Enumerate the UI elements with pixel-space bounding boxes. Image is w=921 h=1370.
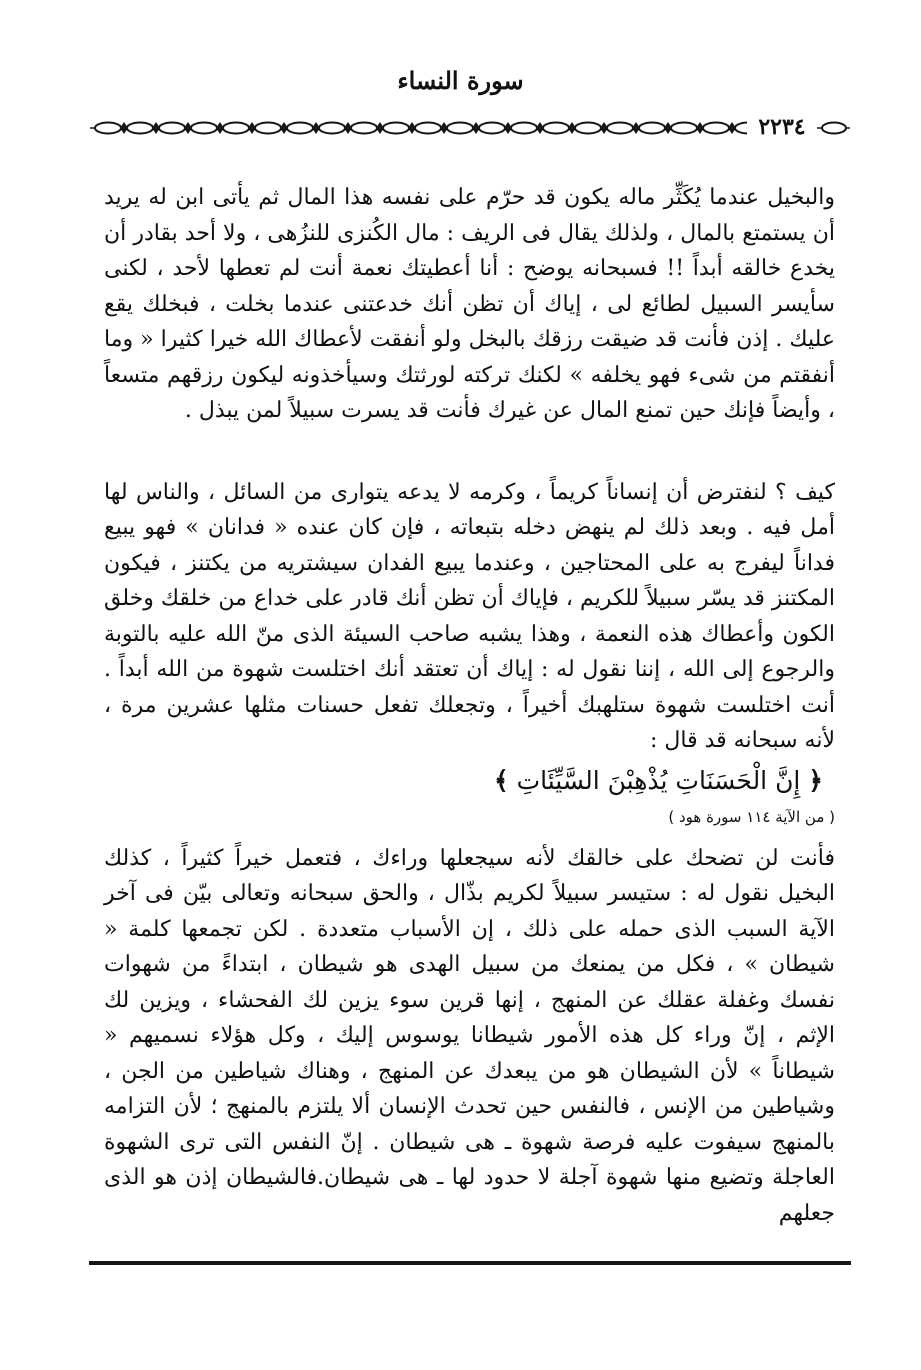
header-oval-ornament [575, 123, 601, 134]
header-oval-ornament [703, 123, 729, 134]
header-oval-ornament [287, 123, 313, 134]
header-oval-ornament [415, 123, 441, 134]
paragraph-3: فأنت لن تضحك على خالقك لأنه سيجعلها وراءك ، فتعمل خيراً كثيراً ، كذلك البخيل نقول له : ستيسر سبيلاً لكريم بذّال ، والحق سبحانه وتعالى بيّن فى آخر الآية السبب الذى حمله على ذلك ، إن الأسباب متعددة . لكن تجمعها كلمة « شيطان » ، فكل من يمنعك من سبيل الهدى هو شيطان ، ابتداءً من شهوات نفسك وغفلة عقلك عن المنهج ، إنها قرين سوء يزين لك الفحشاء ، ويزين لك الإثم ، إنّ وراء كل هذه الأمور شيطانا يوسوس إليك ، وكل هؤلاء نسميهم « شيطاناً » لأن الشيطان هو من يبعدك عن المنهج ، وهناك شياطين من الجن ، وشياطين من الإنس ، فالنفس حين تحدث الإنسان ألا يلتزم بالمنهج ؛ لأن التزامه بالمنهج سيفوت عليه فرصة شهوة ـ هى شيطان . إنّ النفس التى ترى الشهوة العاجلة وتضيع منها شهوة آجلة لا حدود لها ـ هى شيطان.فالشيطان إذن هو الذى جعلهم [104, 845, 835, 1226]
header-oval-ornament [447, 123, 473, 134]
decorative-header-band [90, 112, 850, 144]
bottom-rule [89, 1261, 851, 1265]
main-text [104, 180, 835, 1231]
paragraph-2: كيف ؟ لنفترض أن إنساناً كريماً ، وكرمه لا يدعه يتوارى من السائل ، والناس لها أمل فيه . وبعد ذلك لم ينهض دخله بتبعاته ، فإن كان عنده « فدانان » فهو يبيع فداناً ليفرج به على المحتاجين ، وعندما يبيع الفدان سيشتريه من يكتنز ، فيكون المكتنز قد يسّر سبيلاً للكريم ، فإياك أن تظن أنك قادر على خداع من خلقك وخلق الكون وأعطاك هذه النعمة ، وهذا يشبه صاحب السيئة الذى منّ الله عليه بالتوبة والرجوع إلى الله ، إننا نقول له : إياك أن تعتقد أنك اختلست شهوة من الله أبداً . أنت اختلست شهوة ستلهبك أخيراً ، وتجعلك تفعل حسنات مثلها عشرين مرة ، لأنه سبحانه قد قال : [104, 479, 835, 753]
page-number: ٢٢٣٤ [747, 113, 817, 141]
header-oval-ornament [639, 123, 665, 134]
header-oval-ornament [95, 123, 121, 134]
header-oval-ornament [511, 123, 537, 134]
header-oval-ornament [223, 123, 249, 134]
verse-reference: ( من الآية ١١٤ سورة هود ) [668, 807, 835, 826]
header-oval-ornament [383, 123, 409, 134]
quran-verse [104, 763, 835, 799]
header-oval-ornament [671, 123, 697, 134]
paragraph-1: والبخيل عندما يُكَثِّر ماله يكون قد حرّم على نفسه هذا المال ثم يأتى ابن له يريد أن يستمتع بالمال ، ولذلك يقال فى الريف : مال الكُنزى للنزُهى ، ولا أحد بقادر أن يخدع خالقه أبداً !! فسبحانه يوضح : أنا أعطيتك نعمة أنت لم تعطها لأحد ، لكنى سأيسر السبيل لطائع لى ، إياك أن تظن أنك خدعتنى عندما بخلت ، فبخلك يقع عليك . إذن فأنت قد ضيقت رزقك بالبخل ولو أنفقت لأعطاك الله خيرا كثيرا « وما أنفقتم من شىء فهو يخلفه » لكنك تركته لورثتك وسيأخذونه ليكون رزقهم متسعاً ، وأيضاً فإنك حين تمنع المال عن غيرك فأنت قد يسرت سبيلاً لمن يبذل . [104, 185, 835, 423]
surah-title: سورة النساء [397, 66, 524, 95]
header-oval-ornament [607, 123, 633, 134]
header-oval-ornament [351, 123, 377, 134]
header-oval-ornament [191, 123, 217, 134]
header-end-ornament [822, 123, 846, 134]
header-oval-ornament [543, 123, 569, 134]
verse-text: إِنَّ الْحَسَنَاتِ يُذْهِبْنَ السَّيِّئَاتِ [516, 765, 801, 795]
verse-close-bracket: ﴾ [493, 765, 509, 795]
header-oval-ornament [319, 123, 345, 134]
header-oval-ornament [159, 123, 185, 134]
header-oval-ornament [255, 123, 281, 134]
header-oval-ornament [127, 123, 153, 134]
verse-open-bracket: ﴿ [808, 765, 823, 795]
header-oval-ornament [479, 123, 505, 134]
